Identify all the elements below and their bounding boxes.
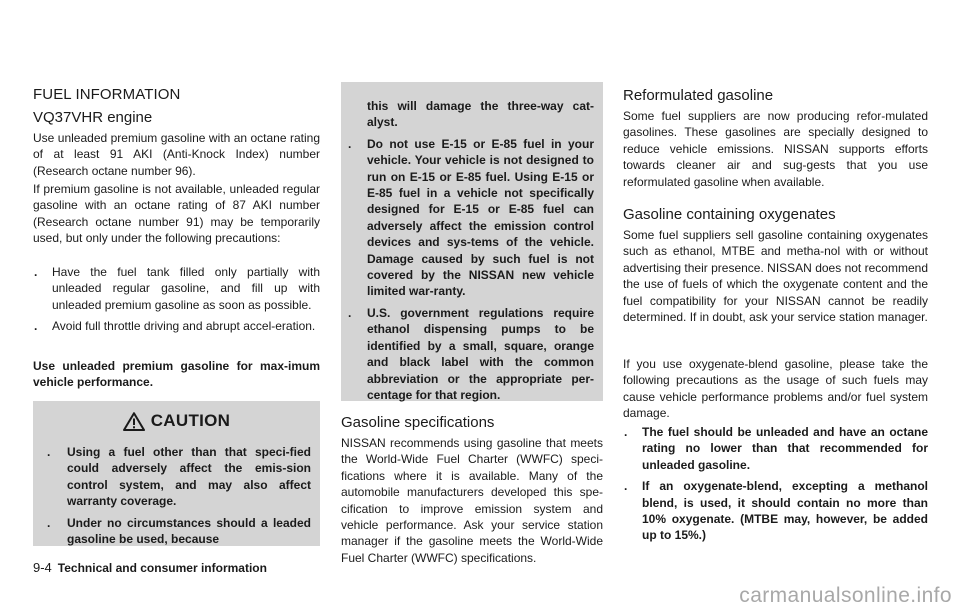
- watermark: carmanualsonline.info: [739, 584, 952, 607]
- caution-box-continued: [341, 82, 603, 401]
- caution-title: CAUTION: [150, 411, 231, 430]
- premium-note: Use unleaded premium gasoline for max-imum vehicle performance.: [33, 359, 320, 390]
- engine-heading: VQ37VHR engine: [33, 109, 153, 126]
- octane-paragraph: Use unleaded premium gasoline with an octane rating of at least 91 AKI (Anti-Knock Index) number (Research octane number 96).: [33, 131, 320, 178]
- footer-section-name: Technical and consumer information: [57, 561, 267, 575]
- oxygenate-list: [623, 424, 928, 544]
- reformulated-heading: Reformulated gasoline: [623, 87, 774, 104]
- caution-list: [33, 444, 320, 547]
- caution-box: [33, 401, 320, 546]
- caution-header: [33, 401, 320, 441]
- spec-heading: Gasoline specifications: [341, 414, 495, 431]
- regular-gasoline-paragraph: If premium gasoline is not available, unleaded regular gasoline with an octane rating of 87 AKI number (Research octane number 91) may be temporarily used, but only under the following precautions:: [33, 182, 320, 246]
- precautions-paragraph: If you use oxygenate-blend gasoline, please take the following precautions as the usage of such fuels may cause vehicle performance problems and/or fuel system damage.: [623, 357, 928, 421]
- list-item: . If an oxygenate-blend, excepting a methanol blend, is used, it should contain no more than 10% oxygenate. (MTBE may, however, be added up to 15%.): [624, 479, 928, 543]
- reformulated-paragraph: Some fuel suppliers are now producing refor-mulated gasolines. These gasolines are specially designed to reduce vehicle emissions. NISSAN supports efforts towards cleaner air and sug-gests that you use reformulated gasoline when available.: [623, 109, 928, 189]
- oxygenates-heading: Gasoline containing oxygenates: [623, 206, 836, 223]
- list-item: . U.S. government regulations require ethanol dispensing pumps to be identified by a small, square, orange and black label with the common abbreviation or the appropriate per-centage for that region.: [348, 305, 594, 402]
- oxygenates-paragraph: Some fuel suppliers sell gasoline containing oxygenates such as ethanol, MTBE and metha-nol with or without advertising their presence. NISSAN does not recommend the use of fuels of which the oxygenate content and the fuel compatibility for your NISSAN cannot be readily determined. If in doubt, ask your service station manager.: [623, 228, 928, 325]
- list-item: . The fuel should be unleaded and have an octane rating no lower than that recommended for unleaded gasoline.: [624, 425, 928, 472]
- list-item: . Do not use E-15 or E-85 fuel in your vehicle. Your vehicle is not designed to run on E-15 or E-85 fuel. Using E-15 or E-85 fuel in a vehicle not specifically designed for E-15 or E-85 fuel can adversely affect the emission control devices and sys-tems of the vehicle. Damage caused by such fuel is not covered by the NISSAN new vehicle limited war-ranty.: [348, 136, 594, 299]
- precaution-list: [33, 264, 320, 335]
- list-item: . Have the fuel tank filled only partially with unleaded regular gasoline, and fill up with unleaded premium gasoline as soon as possible.: [34, 265, 320, 312]
- page-footer: [33, 560, 267, 575]
- spec-paragraph: NISSAN recommends using gasoline that meets the World-Wide Fuel Charter (WWFC) speci-fications where it is available. Many of the automobile manufacturers developed this spe-cification to improve emission system and vehicle performance. Ask your service station manager if the gasoline meets the World-Wide Fuel Charter (WWFC) specifications.: [341, 436, 603, 565]
- list-item: . Under no circumstances should a leaded gasoline be used, because: [47, 515, 311, 547]
- list-item: . Using a fuel other than that speci-fied could adversely affect the emis-sion control system, and may also affect warranty coverage.: [47, 445, 311, 509]
- warning-triangle-icon: [123, 412, 145, 431]
- section-title: FUEL INFORMATION: [33, 86, 181, 103]
- list-item: . Avoid full throttle driving and abrupt accel-eration.: [34, 319, 316, 334]
- page-number: 9-4: [33, 560, 52, 575]
- list-item: this will damage the three-way cat-alyst.: [367, 99, 594, 130]
